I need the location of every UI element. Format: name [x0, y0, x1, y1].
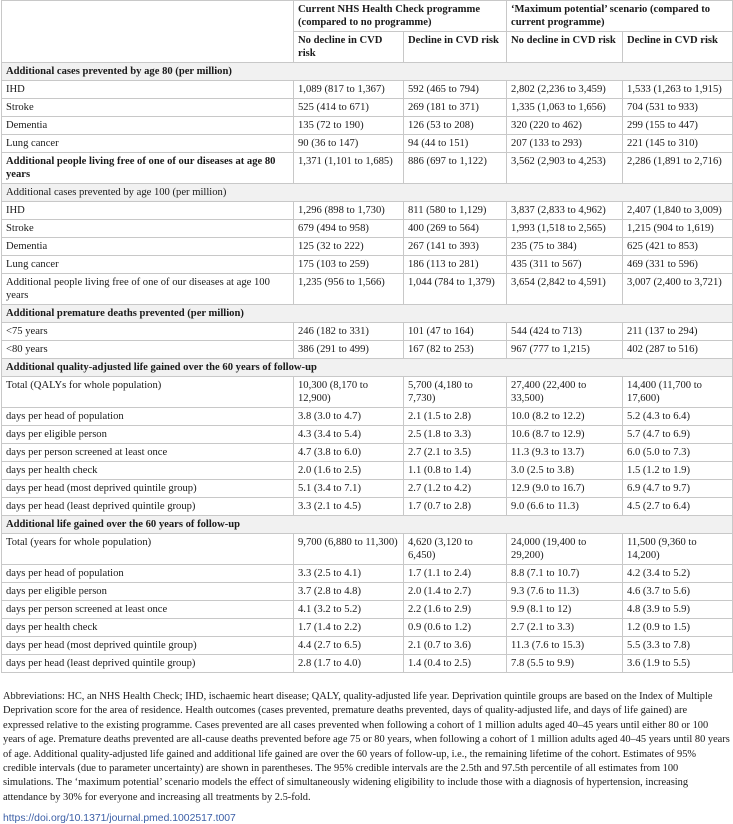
value-cell: 10.6 (8.7 to 12.9) — [507, 426, 623, 444]
value-cell: 186 (113 to 281) — [404, 256, 507, 274]
table-row — [2, 565, 733, 583]
value-cell: 5.1 (3.4 to 7.1) — [294, 480, 404, 498]
value-cell: 402 (287 to 516) — [623, 341, 733, 359]
value-cell: 544 (424 to 713) — [507, 323, 623, 341]
value-cell: 2.7 (2.1 to 3.3) — [507, 619, 623, 637]
value-cell: 9.3 (7.6 to 11.3) — [507, 583, 623, 601]
value-cell: 3,562 (2,903 to 4,253) — [507, 153, 623, 184]
value-cell: 886 (697 to 1,122) — [404, 153, 507, 184]
row-label: Stroke — [2, 220, 294, 238]
value-cell: 2.7 (1.2 to 4.2) — [404, 480, 507, 498]
value-cell: 5.2 (4.3 to 6.4) — [623, 408, 733, 426]
doi-link[interactable]: https://doi.org/10.1371/journal.pmed.1002517.t007 — [3, 813, 236, 824]
value-cell: 2,407 (1,840 to 3,009) — [623, 202, 733, 220]
value-cell: 386 (291 to 499) — [294, 341, 404, 359]
value-cell: 4.4 (2.7 to 6.5) — [294, 637, 404, 655]
value-cell: 9.9 (8.1 to 12) — [507, 601, 623, 619]
value-cell: 1.5 (1.2 to 1.9) — [623, 462, 733, 480]
value-cell: 320 (220 to 462) — [507, 117, 623, 135]
section-row — [2, 305, 733, 323]
table-body — [2, 63, 733, 673]
value-cell: 1,533 (1,263 to 1,915) — [623, 81, 733, 99]
value-cell: 9,700 (6,880 to 11,300) — [294, 534, 404, 565]
subheader-cell: Decline in CVD risk — [623, 32, 733, 63]
value-cell: 7.8 (5.5 to 9.9) — [507, 655, 623, 673]
table-row — [2, 135, 733, 153]
value-cell: 221 (145 to 310) — [623, 135, 733, 153]
value-cell: 135 (72 to 190) — [294, 117, 404, 135]
section-heading: Additional life gained over the 60 years of follow-up — [2, 516, 733, 534]
value-cell: 967 (777 to 1,215) — [507, 341, 623, 359]
table-row — [2, 274, 733, 305]
value-cell: 27,400 (22,400 to 33,500) — [507, 377, 623, 408]
value-cell: 2.0 (1.6 to 2.5) — [294, 462, 404, 480]
value-cell: 4,620 (3,120 to 6,450) — [404, 534, 507, 565]
row-label: days per health check — [2, 619, 294, 637]
value-cell: 2.7 (2.1 to 3.5) — [404, 444, 507, 462]
row-label: <75 years — [2, 323, 294, 341]
value-cell: 6.9 (4.7 to 9.7) — [623, 480, 733, 498]
value-cell: 1,235 (956 to 1,566) — [294, 274, 404, 305]
table-row — [2, 341, 733, 359]
value-cell: 14,400 (11,700 to 17,600) — [623, 377, 733, 408]
row-label: Dementia — [2, 238, 294, 256]
value-cell: 2.1 (1.5 to 2.8) — [404, 408, 507, 426]
subheader-cell: No decline in CVD risk — [507, 32, 623, 63]
value-cell: 1.4 (0.4 to 2.5) — [404, 655, 507, 673]
value-cell: 4.3 (3.4 to 5.4) — [294, 426, 404, 444]
value-cell: 3.6 (1.9 to 5.5) — [623, 655, 733, 673]
section-heading: Additional cases prevented by age 100 (per million) — [2, 184, 733, 202]
value-cell: 1,371 (1,101 to 1,685) — [294, 153, 404, 184]
value-cell: 679 (494 to 958) — [294, 220, 404, 238]
value-cell: 592 (465 to 794) — [404, 81, 507, 99]
table-row — [2, 601, 733, 619]
value-cell: 4.1 (3.2 to 5.2) — [294, 601, 404, 619]
value-cell: 246 (182 to 331) — [294, 323, 404, 341]
value-cell: 811 (580 to 1,129) — [404, 202, 507, 220]
value-cell: 2,286 (1,891 to 2,716) — [623, 153, 733, 184]
value-cell: 4.8 (3.9 to 5.9) — [623, 601, 733, 619]
row-label: Dementia — [2, 117, 294, 135]
value-cell: 24,000 (19,400 to 29,200) — [507, 534, 623, 565]
section-heading: Additional cases prevented by age 80 (per million) — [2, 63, 733, 81]
table-footnote: Abbreviations: HC, an NHS Health Check; IHD, ischaemic heart disease; QALY, quality-adjusted life year. Deprivation quintile groups are based on the Index of Multiple Deprivation score for the area of residence. Health outcomes (cases prevented, premature deaths prevented, days of quality-adjusted life, and days of life gained) are expressed relative to the existing programme. Cases prevented are all cases prevented when following a cohort of 1 million adults aged 40–45 years until either 80 or 100 years of age. Premature deaths prevented are all-cause deaths prevented before age 75 or 80 years, when following a cohort of 1 million adults aged 40–45 years until 80 years of age. Additional quality-adjusted life gained and additional life gained are over the 60 years of follow-up, i.e., the remaining lifetime of the cohort. Estimates of 95% credible intervals (due to parameter uncertainty) are shown in parentheses. The 95% credible intervals are the 2.5th and 97.5th percentile of all estimates from 100 simulations. The ‘maximum potential’ scenario models the effect of simultaneously widening eligibility to include those with a diagnosis of hypertension, increasing attendance by 30% for everyone and increasing all treatments by 2.5-fold. — [3, 691, 730, 803]
table-row — [2, 583, 733, 601]
value-cell: 10,300 (8,170 to 12,900) — [294, 377, 404, 408]
value-cell: 4.7 (3.8 to 6.0) — [294, 444, 404, 462]
row-label: <80 years — [2, 341, 294, 359]
value-cell: 3.0 (2.5 to 3.8) — [507, 462, 623, 480]
value-cell: 2.1 (0.7 to 3.6) — [404, 637, 507, 655]
value-cell: 400 (269 to 564) — [404, 220, 507, 238]
value-cell: 2.0 (1.4 to 2.7) — [404, 583, 507, 601]
value-cell: 704 (531 to 933) — [623, 99, 733, 117]
table-row — [2, 408, 733, 426]
section-row — [2, 184, 733, 202]
value-cell: 90 (36 to 147) — [294, 135, 404, 153]
table-row — [2, 498, 733, 516]
value-cell: 1,335 (1,063 to 1,656) — [507, 99, 623, 117]
row-label: Stroke — [2, 99, 294, 117]
header-empty-cell — [2, 1, 294, 32]
value-cell: 1.1 (0.8 to 1.4) — [404, 462, 507, 480]
value-cell: 3.8 (3.0 to 4.7) — [294, 408, 404, 426]
value-cell: 3.7 (2.8 to 4.8) — [294, 583, 404, 601]
table-row — [2, 256, 733, 274]
table-row — [2, 81, 733, 99]
table-row — [2, 117, 733, 135]
value-cell: 11.3 (9.3 to 13.7) — [507, 444, 623, 462]
value-cell: 3,837 (2,833 to 4,962) — [507, 202, 623, 220]
value-cell: 5,700 (4,180 to 7,730) — [404, 377, 507, 408]
value-cell: 4.6 (3.7 to 5.6) — [623, 583, 733, 601]
value-cell: 2.8 (1.7 to 4.0) — [294, 655, 404, 673]
table-row — [2, 202, 733, 220]
row-label: IHD — [2, 81, 294, 99]
value-cell: 4.5 (2.7 to 6.4) — [623, 498, 733, 516]
value-cell: 1,089 (817 to 1,367) — [294, 81, 404, 99]
row-label: IHD — [2, 202, 294, 220]
row-label: Additional people living free of one of our diseases at age 80 years — [2, 153, 294, 184]
value-cell: 5.7 (4.7 to 6.9) — [623, 426, 733, 444]
value-cell: 9.0 (6.6 to 11.3) — [507, 498, 623, 516]
value-cell: 525 (414 to 671) — [294, 99, 404, 117]
value-cell: 235 (75 to 384) — [507, 238, 623, 256]
table-row — [2, 480, 733, 498]
value-cell: 1.7 (1.4 to 2.2) — [294, 619, 404, 637]
header-maximum-potential: ‘Maximum potential’ scenario (compared to current programme) — [507, 1, 733, 32]
row-label: Total (QALYs for whole population) — [2, 377, 294, 408]
value-cell: 625 (421 to 853) — [623, 238, 733, 256]
section-row — [2, 359, 733, 377]
value-cell: 267 (141 to 393) — [404, 238, 507, 256]
row-label: Total (years for whole population) — [2, 534, 294, 565]
value-cell: 299 (155 to 447) — [623, 117, 733, 135]
value-cell: 1,296 (898 to 1,730) — [294, 202, 404, 220]
row-label: days per eligible person — [2, 426, 294, 444]
subheader-cell: No decline in CVD risk — [294, 32, 404, 63]
table-row — [2, 377, 733, 408]
section-row — [2, 516, 733, 534]
row-label: Lung cancer — [2, 256, 294, 274]
row-label: days per person screened at least once — [2, 601, 294, 619]
subheader-cell: Decline in CVD risk — [404, 32, 507, 63]
table-row — [2, 655, 733, 673]
row-label: Additional people living free of one of our diseases at age 100 years — [2, 274, 294, 305]
table-row — [2, 462, 733, 480]
value-cell: 5.5 (3.3 to 7.8) — [623, 637, 733, 655]
value-cell: 3.3 (2.5 to 4.1) — [294, 565, 404, 583]
value-cell: 12.9 (9.0 to 16.7) — [507, 480, 623, 498]
value-cell: 2,802 (2,236 to 3,459) — [507, 81, 623, 99]
value-cell: 4.2 (3.4 to 5.2) — [623, 565, 733, 583]
table-row — [2, 426, 733, 444]
value-cell: 0.9 (0.6 to 1.2) — [404, 619, 507, 637]
value-cell: 126 (53 to 208) — [404, 117, 507, 135]
row-label: days per head of population — [2, 565, 294, 583]
value-cell: 8.8 (7.1 to 10.7) — [507, 565, 623, 583]
results-table — [1, 0, 733, 673]
row-label: days per person screened at least once — [2, 444, 294, 462]
section-heading: Additional quality-adjusted life gained over the 60 years of follow-up — [2, 359, 733, 377]
row-label: days per head of population — [2, 408, 294, 426]
section-heading: Additional premature deaths prevented (per million) — [2, 305, 733, 323]
value-cell: 3,007 (2,400 to 3,721) — [623, 274, 733, 305]
value-cell: 2.2 (1.6 to 2.9) — [404, 601, 507, 619]
table-row — [2, 220, 733, 238]
value-cell: 3.3 (2.1 to 4.5) — [294, 498, 404, 516]
table-row — [2, 153, 733, 184]
value-cell: 3,654 (2,842 to 4,591) — [507, 274, 623, 305]
table-row — [2, 99, 733, 117]
table-row — [2, 444, 733, 462]
value-cell: 6.0 (5.0 to 7.3) — [623, 444, 733, 462]
table-row — [2, 534, 733, 565]
value-cell: 1.7 (0.7 to 2.8) — [404, 498, 507, 516]
table-row — [2, 323, 733, 341]
value-cell: 1,044 (784 to 1,379) — [404, 274, 507, 305]
table-row — [2, 619, 733, 637]
value-cell: 94 (44 to 151) — [404, 135, 507, 153]
value-cell: 211 (137 to 294) — [623, 323, 733, 341]
row-label: days per head (most deprived quintile group) — [2, 480, 294, 498]
section-row — [2, 63, 733, 81]
row-label: days per head (least deprived quintile group) — [2, 655, 294, 673]
value-cell: 11,500 (9,360 to 14,200) — [623, 534, 733, 565]
value-cell: 269 (181 to 371) — [404, 99, 507, 117]
row-label: days per health check — [2, 462, 294, 480]
value-cell: 101 (47 to 164) — [404, 323, 507, 341]
table-header — [2, 1, 733, 63]
value-cell: 1,215 (904 to 1,619) — [623, 220, 733, 238]
table-row — [2, 637, 733, 655]
header-current-programme: Current NHS Health Check programme (compared to no programme) — [294, 1, 507, 32]
value-cell: 1,993 (1,518 to 2,565) — [507, 220, 623, 238]
value-cell: 10.0 (8.2 to 12.2) — [507, 408, 623, 426]
row-label: days per eligible person — [2, 583, 294, 601]
value-cell: 435 (311 to 567) — [507, 256, 623, 274]
value-cell: 167 (82 to 253) — [404, 341, 507, 359]
value-cell: 1.7 (1.1 to 2.4) — [404, 565, 507, 583]
value-cell: 207 (133 to 293) — [507, 135, 623, 153]
row-label: days per head (most deprived quintile group) — [2, 637, 294, 655]
value-cell: 469 (331 to 596) — [623, 256, 733, 274]
row-label: Lung cancer — [2, 135, 294, 153]
row-label: days per head (least deprived quintile group) — [2, 498, 294, 516]
value-cell: 175 (103 to 259) — [294, 256, 404, 274]
value-cell: 11.3 (7.6 to 15.3) — [507, 637, 623, 655]
table-row — [2, 238, 733, 256]
header-empty-cell — [2, 32, 294, 63]
value-cell: 125 (32 to 222) — [294, 238, 404, 256]
value-cell: 2.5 (1.8 to 3.3) — [404, 426, 507, 444]
value-cell: 1.2 (0.9 to 1.5) — [623, 619, 733, 637]
